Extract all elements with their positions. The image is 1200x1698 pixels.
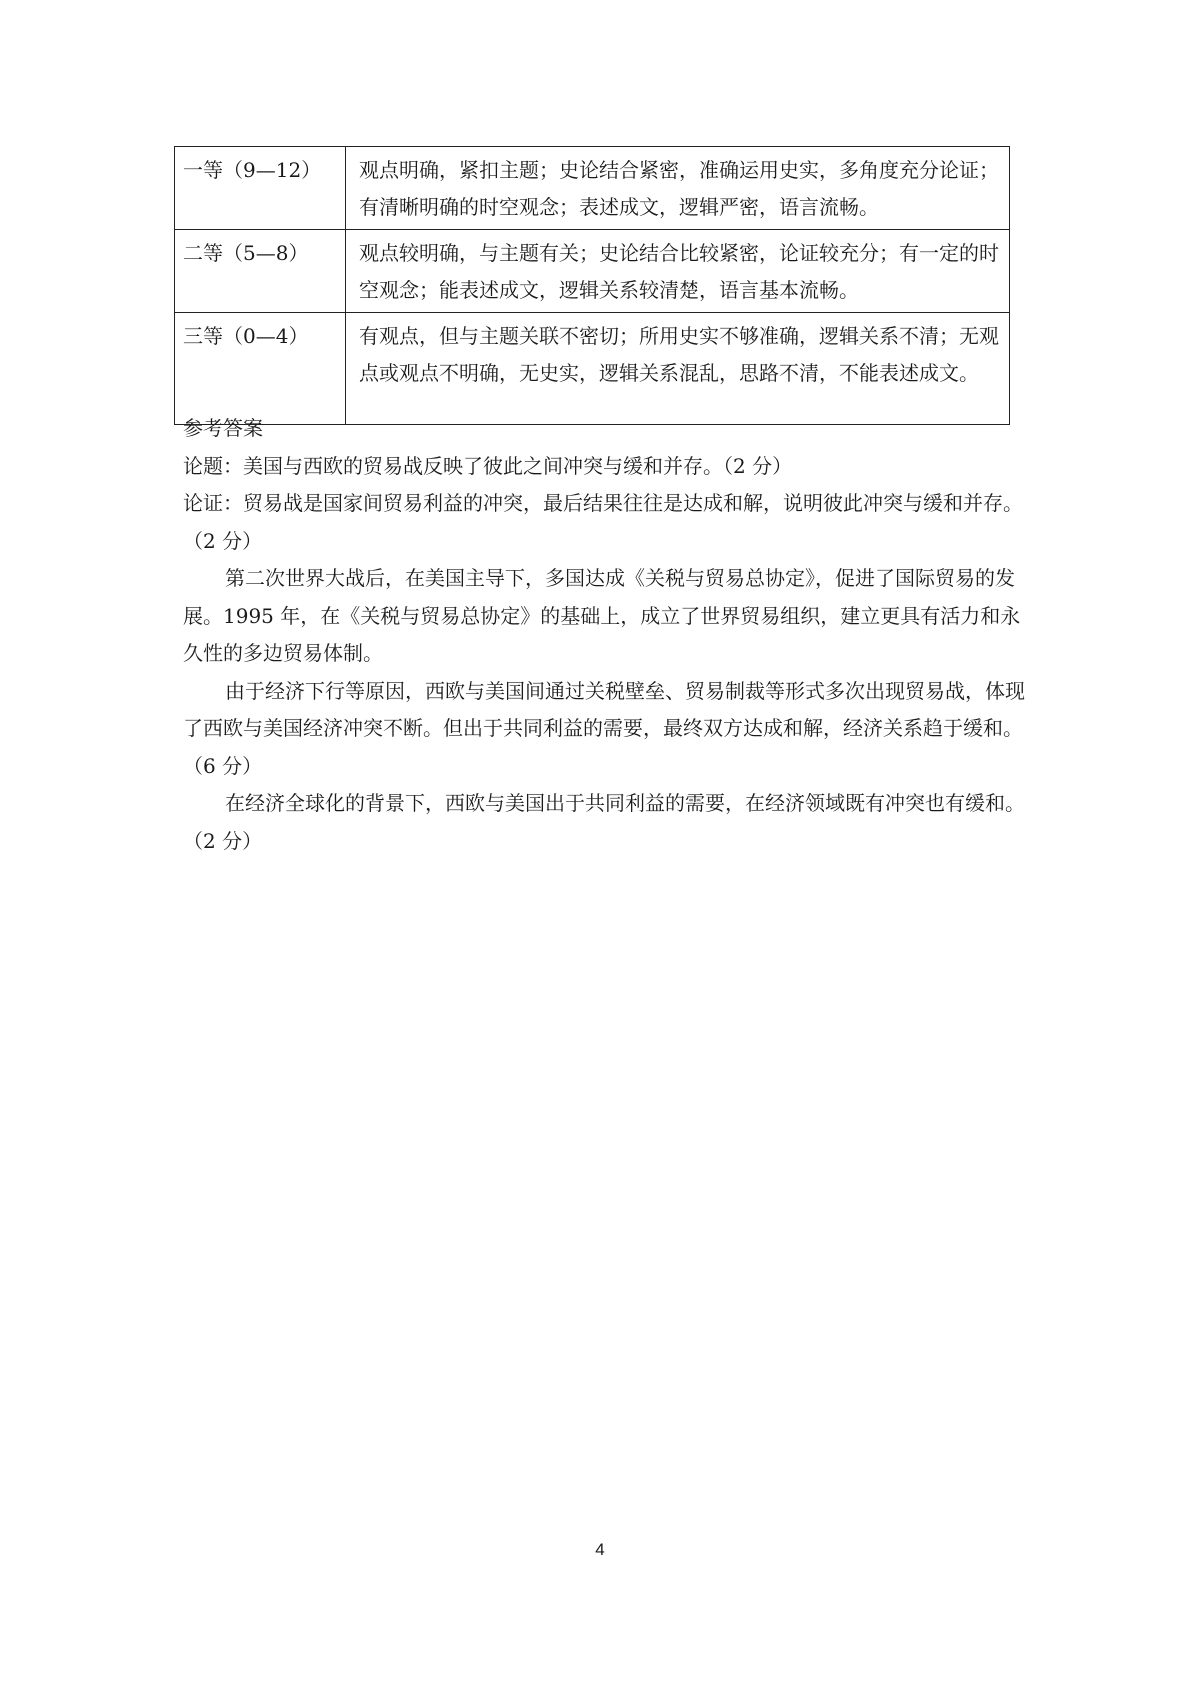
answer-paragraph: 第二次世界大战后，在美国主导下，多国达成《关税与贸易总协定》，促进了国际贸易的发展。1995 年，在《关税与贸易总协定》的基础上，成立了世界贸易组织，建立更具有活力和永久性的多边贸易体制。 [183,566,1021,665]
answer-argument: 论证：贸易战是国家间贸易利益的冲突，最后结果往往是达成和解，说明彼此冲突与缓和并存。（2 分） [183,491,1023,553]
answer-heading: 参考答案 [183,416,263,440]
grade-cell: 一等（9—12） [175,147,346,230]
description-cell: 有观点，但与主题关联不密切；所用史实不够准确，逻辑关系不清；无观点或观点不明确，无史实，逻辑关系混乱，思路不清，不能表述成文。 [346,313,1010,425]
table-row [175,313,1010,425]
answer-thesis: 论题：美国与西欧的贸易战反映了彼此之间冲突与缓和并存。（2 分） [183,453,793,478]
answer-paragraph: 由于经济下行等原因，西欧与美国间通过关税壁垒、贸易制裁等形式多次出现贸易战，体现了西欧与美国经济冲突不断。但出于共同利益的需要，最终双方达成和解，经济关系趋于缓和。（6 分） [183,678,1025,778]
table-row [175,230,1010,313]
description-cell: 观点明确，紧扣主题；史论结合紧密，准确运用史实，多角度充分论证；有清晰明确的时空观念；表述成文，逻辑严密，语言流畅。 [346,147,1010,230]
grade-cell: 三等（0—4） [175,313,346,425]
reference-answer [183,410,1025,860]
table-row [175,147,1010,230]
scoring-rubric-table [174,146,1010,425]
page-number: 4 [595,1540,605,1559]
description-cell: 观点较明确，与主题有关；史论结合比较紧密，论证较充分；有一定的时空观念；能表述成文，逻辑关系较清楚，语言基本流畅。 [346,230,1010,313]
answer-paragraph: 在经济全球化的背景下，西欧与美国出于共同利益的需要，在经济领域既有冲突也有缓和。（2 分） [183,791,1025,853]
grade-cell: 二等（5—8） [175,230,346,313]
